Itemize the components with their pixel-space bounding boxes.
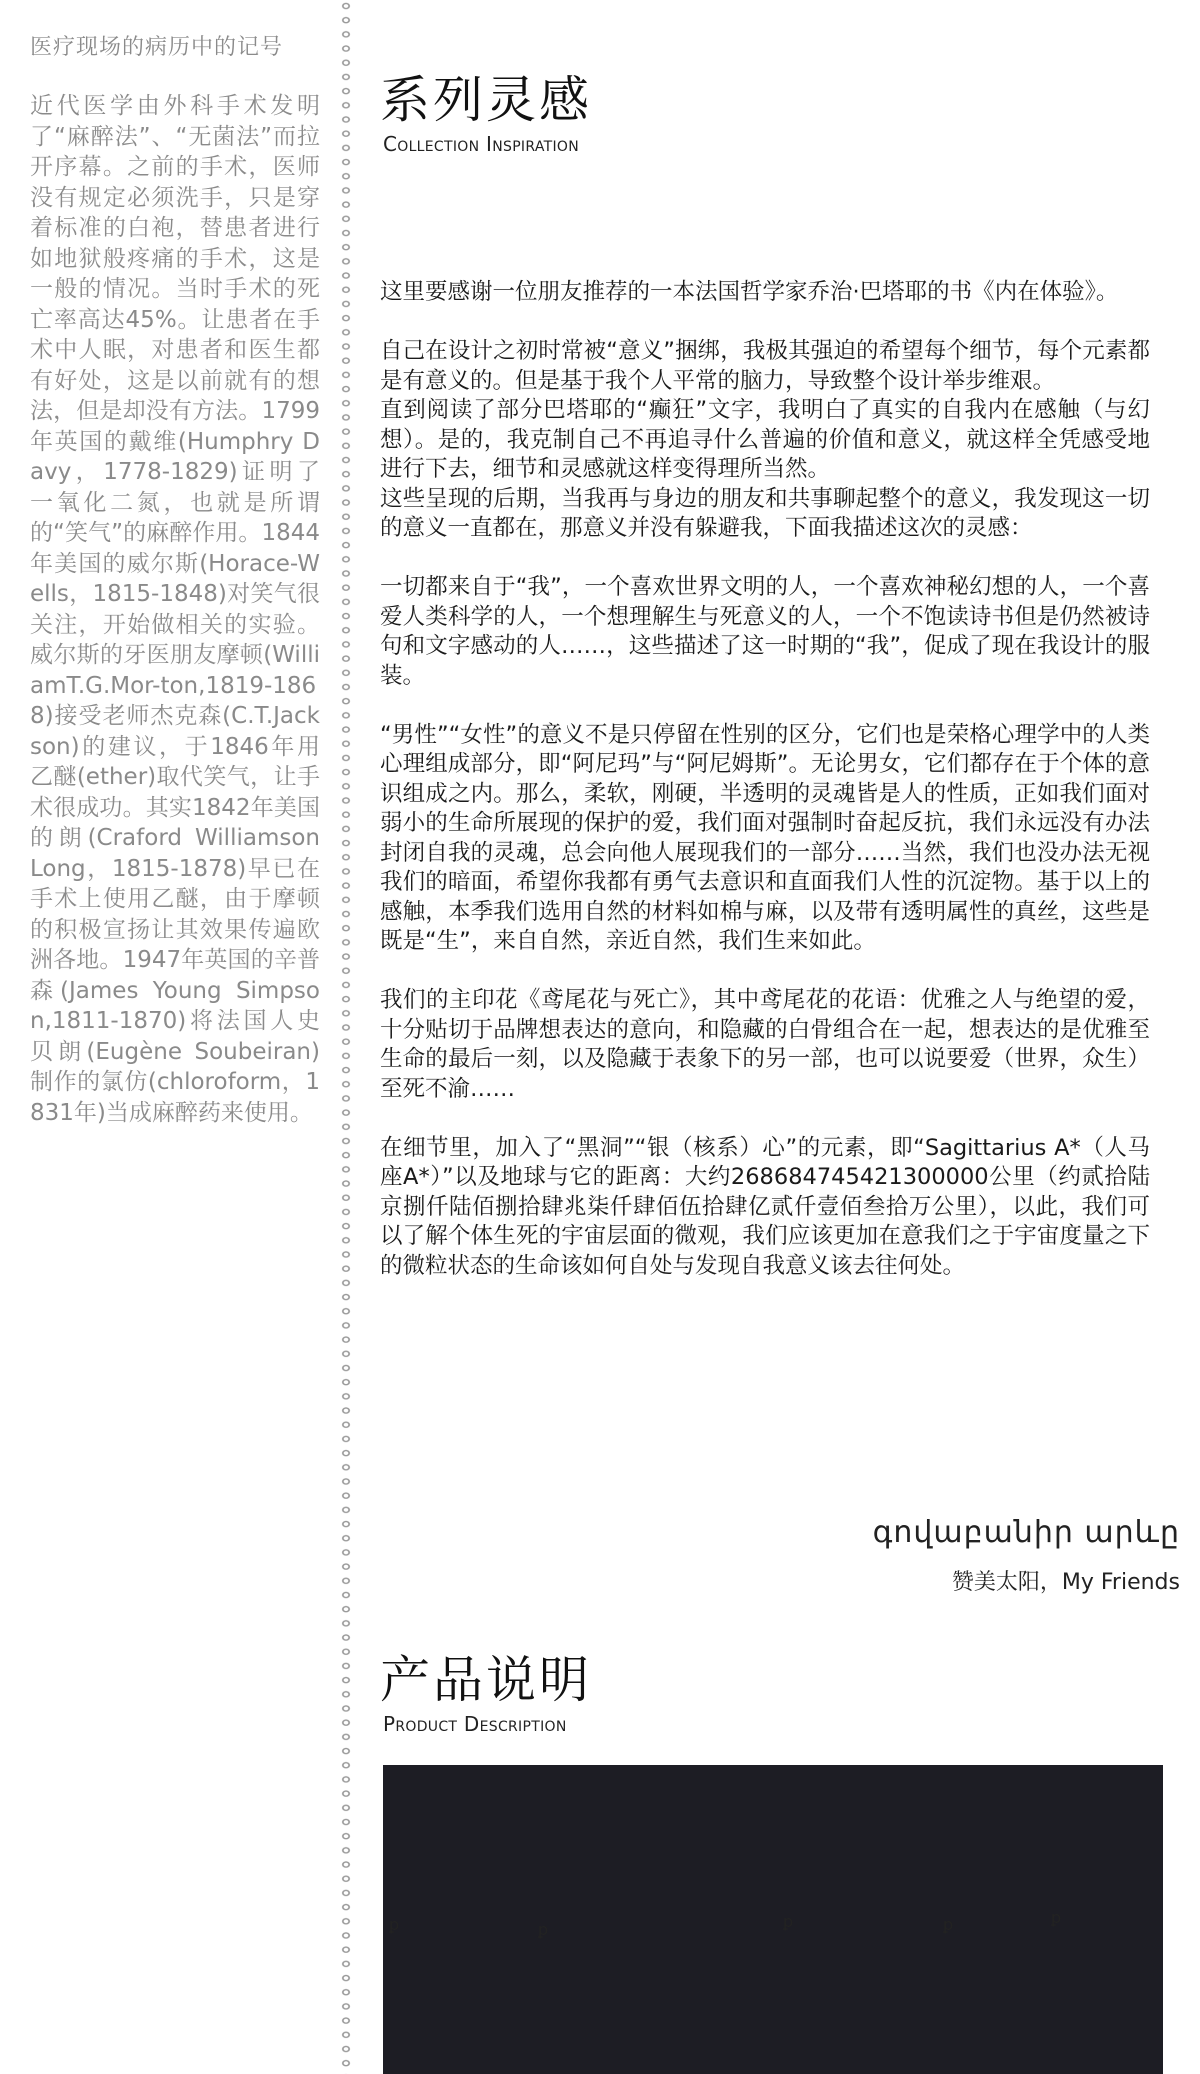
product-fabric-image	[383, 1765, 1163, 2074]
inspiration-subtitle: Collection Inspiration	[383, 132, 579, 156]
print-mark: ꝑ	[783, 1912, 794, 1931]
sidebar-body: 近代医学由外科手术发明了“麻醉法”、“无菌法”而拉开序幕。之前的手术，医师没有规定必须洗手，只是穿着标准的白袍，替患者进行如地狱般疼痛的手术，这是一般的情况。当时手术的死亡率高达45%。让患者在手术中人眠，对患者和医生都有好处，这是以前就有的想法，但是却没有方法。1799年英国的戴维(Humphry Davy，1778-1829)证明了一氧化二氮，也就是所谓的“笑气”的麻醉作用。1844年美国的威尔斯(Horace-Wells，1815-1848)对笑气很关注，开始做相关的实验。威尔斯的牙医朋友摩顿(WilliamT.G.Mor-ton,1819-1868)接受老师杰克森(C.T.Jackson)的建议，于1846年用乙醚(ether)取代笑气，让手术很成功。其实1842年美国的朗(Craford Williamson Long，1815-1878)早已在手术上使用乙醚，由于摩顿的积极宣扬让其效果传遍欧洲各地。1947年英国的辛普森(James Young Simpson,1811-1870)将法国人史贝朗(Eugène Soubeiran)制作的氯仿(chloroform，1831年)当成麻醉药来使用。	[30, 93, 320, 1126]
inspiration-section	[380, 70, 1150, 1281]
sidebar-title: 医疗现场的病历中的记号	[30, 35, 284, 60]
product-heading	[380, 1650, 592, 1736]
inspiration-text	[380, 278, 1150, 1281]
paragraph: 这些呈现的后期，当我再与身边的朋友和共事聊起整个的意义，我发现这一切的意义一直都在，那意义并没有躲避我，下面我描述这次的灵感：	[380, 485, 1150, 541]
print-mark: ꝑ	[1051, 1908, 1062, 1927]
paragraph: 这里要感谢一位朋友推荐的一本法国哲学家乔治·巴塔耶的书《内在体验》。	[380, 279, 1119, 305]
paragraph: 我们的主印花《鸢尾花与死亡》，其中鸢尾花的花语：优雅之人与绝望的爱，十分贴切于品牌想表达的意向，和隐藏的白骨组合在一起，想表达的是优雅至生命的最后一刻，以及隐藏于表象下的另一部，也可以说要爱（世界，众生）至死不渝……	[380, 987, 1150, 1102]
inspiration-title: 系列灵感	[380, 71, 592, 129]
paragraph: “男性”“女性”的意义不是只停留在性别的区分，它们也是荣格心理学中的人类心理组成部分，即“阿尼玛”与“阿尼姆斯”。无论男女，它们都存在于个体的意识组成之内。那么，柔软，刚硬，半透明的灵魂皆是人的性质，正如我们面对弱小的生命所展现的保护的爱，我们面对强制时奋起反抗，我们永远没有办法封闭自我的灵魂，总会向他人展现我们的一部分……当然，我们也没办法无视我们的暗面，希望你我都有勇气去意识和直面我们人性的沉淀物。基于以上的感触，本季我们选用自然的材料如棉与麻，以及带有透明属性的真丝，这些是既是“生”，来自自然，亲近自然，我们生来如此。	[380, 721, 1150, 954]
paragraph: 一切都来自于“我”，一个喜欢世界文明的人，一个喜欢神秘幻想的人，一个喜爱人类科学的人，一个想理解生与死意义的人，一个不饱读诗书但是仍然被诗句和文字感动的人……，这些描述了这一时期的“我”，促成了现在我设计的服装。	[380, 574, 1150, 689]
print-mark: ꝑ	[538, 1920, 549, 1939]
paragraph: 自己在设计之初时常被“意义”捆绑，我极其强迫的希望每个细节，每个元素都是有意义的。但是基于我个人平常的脑力，导致整个设计举步维艰。	[380, 338, 1150, 394]
paragraph: 在细节里，加入了“黑洞”“银（核系）心”的元素，即“Sagittarius A*（人马座A*）”以及地球与它的距离：大约268684745421300000公里（约贰拾陆京捌仟陆佰捌拾肆兆柒仟肆佰伍拾肆亿贰仟壹佰叁拾万公里），以此，我们可以了解个体生死的宇宙层面的微观，我们应该更加在意我们之于宇宙度量之下的微粒状态的生命该如何自处与发现自我意义该去往何处。	[380, 1134, 1150, 1279]
product-subtitle: Product Description	[383, 1712, 567, 1736]
spiral-binding	[338, 0, 354, 2074]
print-mark: ꝑ	[943, 1915, 954, 1934]
product-title: 产品说明	[380, 1651, 592, 1709]
sidebar-note	[30, 30, 320, 1128]
signature: 赞美太阳，My Friends	[951, 1570, 1180, 1595]
paragraph: 直到阅读了部分巴塔耶的“癫狂”文字，我明白了真实的自我内在感触（与幻想）。是的，我克制自己不再追寻什么普遍的价值和意义，就这样全凭感受地进行下去，细节和灵感就这样变得理所当然。	[380, 397, 1150, 482]
signature-armenian: գովաբանիր արևը	[872, 1515, 1180, 1550]
print-mark: ꝑ	[389, 1915, 400, 1934]
